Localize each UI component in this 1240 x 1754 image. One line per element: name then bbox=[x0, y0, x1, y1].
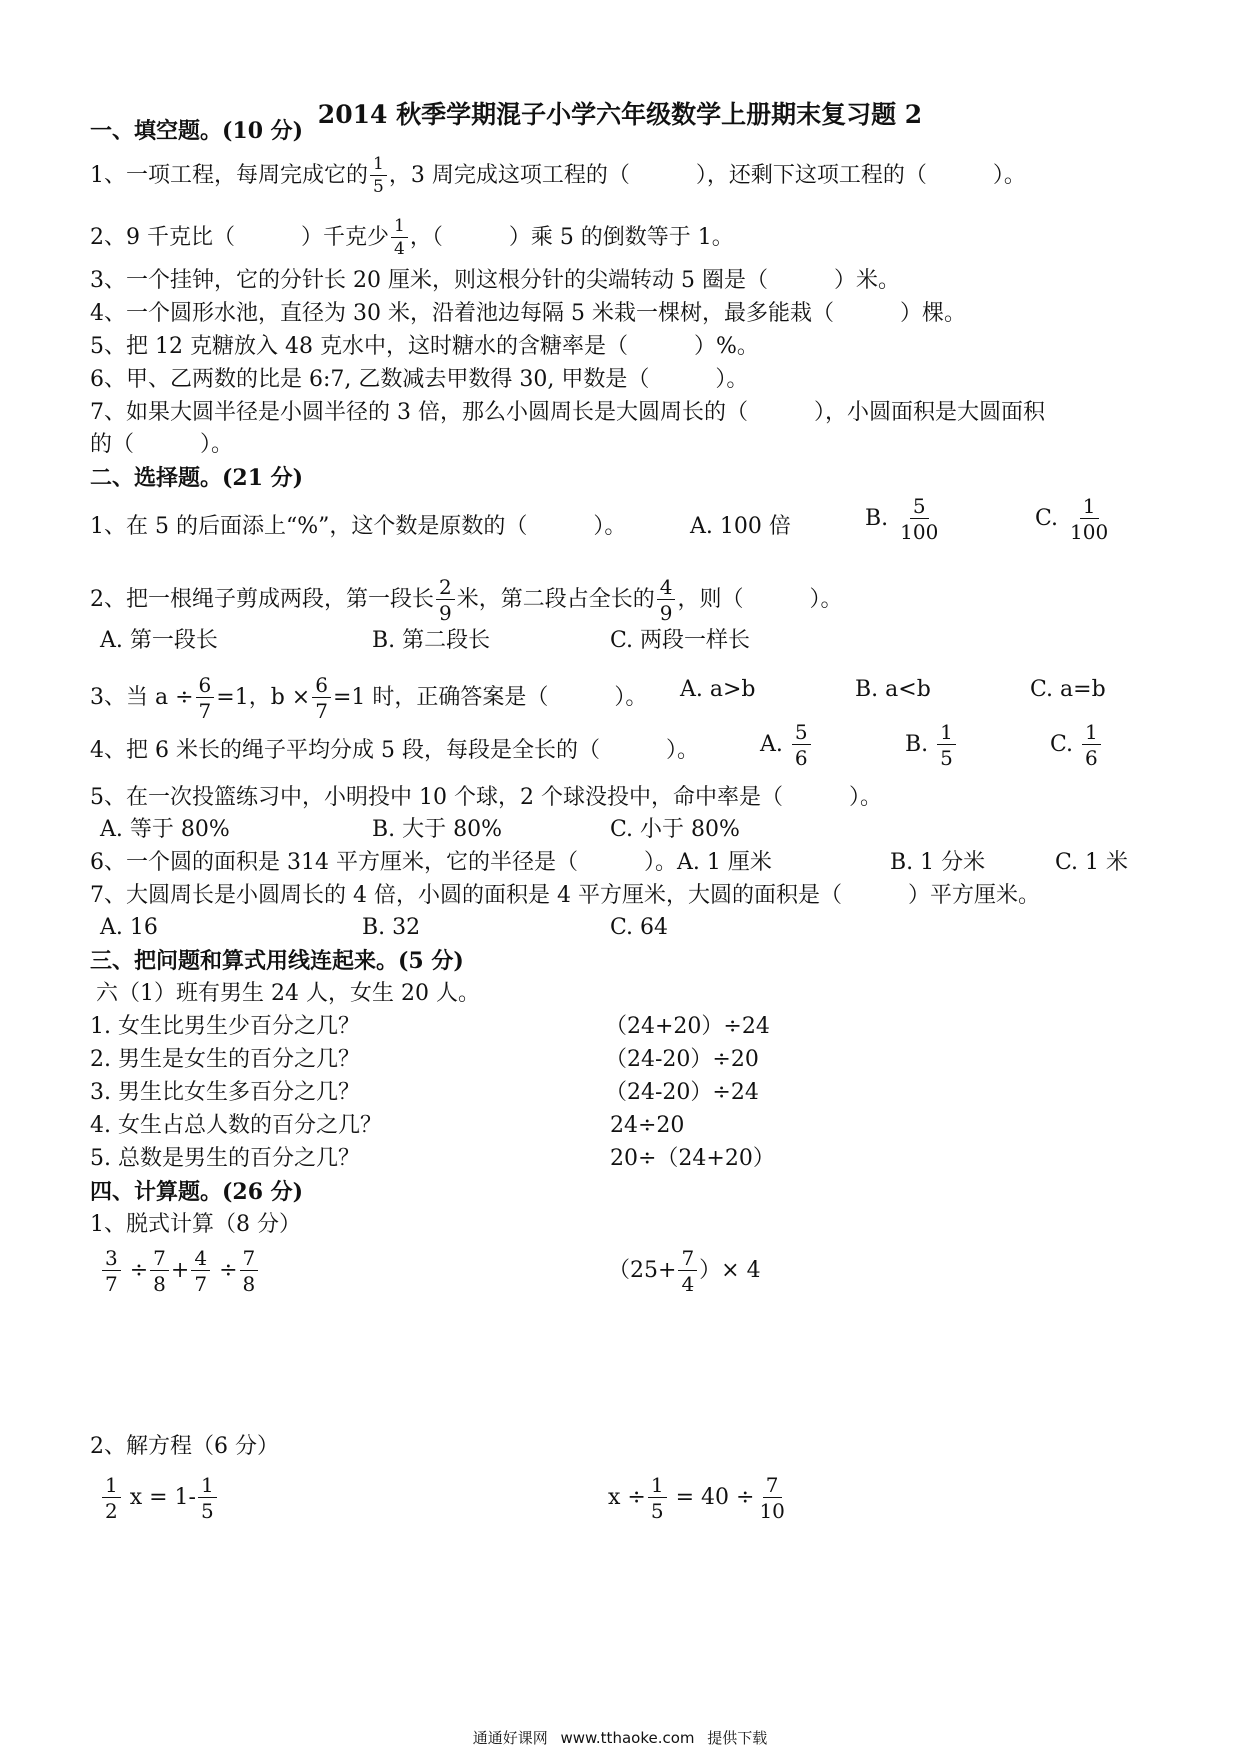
footer-note: 提供下载 bbox=[707, 1729, 768, 1747]
match-formula: （24+20）÷24 bbox=[605, 1014, 770, 1039]
page-title: 2014 秋季学期混子小学六年级数学上册期末复习题 2 bbox=[317, 100, 923, 129]
footer-site: 通通好课网 bbox=[472, 1729, 548, 1747]
fill-question-7: 7、如果大圆半径是小圆半径的 3 倍，那么小圆周长是大圆周长的（ ），小圆面积是大圆面积 bbox=[90, 400, 1045, 425]
fraction: $\frac{7}{8}$ bbox=[150, 1248, 169, 1294]
section-heading-choice: 二、选择题。(21 分) bbox=[90, 465, 304, 491]
equation-2: x ÷ $\frac{1}{5}$ = 40 ÷ $\frac{7}{10}$ bbox=[608, 1475, 790, 1521]
fraction: $\frac{1}{100}$ bbox=[1070, 494, 1109, 544]
choice-question-4: 4、把 6 米长的绳子平均分成 5 段，每段是全长的（ ）。 bbox=[90, 738, 699, 763]
match-question: 4. 女生占总人数的百分之几？ bbox=[90, 1113, 382, 1138]
match-question: 5. 总数是男生的百分之几？ bbox=[90, 1146, 360, 1171]
match-question: 3. 男生比女生多百分之几？ bbox=[90, 1080, 360, 1105]
fraction: $\frac{6}{7}$ bbox=[196, 675, 215, 721]
choice-option: B. 大于 80% bbox=[372, 817, 503, 842]
fraction: $\frac{7}{4}$ bbox=[678, 1248, 697, 1294]
match-question: 2. 男生是女生的百分之几？ bbox=[90, 1047, 360, 1072]
choice-option: B. 1 分米 bbox=[890, 850, 986, 875]
fraction: $\frac{6}{7}$ bbox=[312, 675, 331, 721]
fill-question-6: 6、甲、乙两数的比是 6:7, 乙数减去甲数得 30, 甲数是（ ）。 bbox=[90, 367, 749, 392]
section-heading-match: 三、把问题和算式用线连起来。(5 分) bbox=[90, 948, 464, 974]
choice-option: C. 64 bbox=[610, 915, 669, 940]
fraction: $\frac{1}{5}$ bbox=[937, 722, 956, 768]
choice-option: A. 第一段长 bbox=[100, 628, 218, 653]
choice-option: B. 第二段长 bbox=[372, 628, 491, 653]
fraction: $\frac{7}{8}$ bbox=[240, 1248, 259, 1294]
choice-option: B. a<b bbox=[855, 677, 931, 702]
choice-question-7: 7、大圆周长是小圆周长的 4 倍，小圆的面积是 4 平方厘米，大圆的面积是（ ）平方厘米。 bbox=[90, 883, 1040, 908]
match-formula: 20÷（24+20） bbox=[610, 1146, 775, 1171]
fraction: $\frac{4}{9}$ bbox=[657, 577, 676, 623]
calc-expression-2: （25+ $\frac{7}{4}$ ）× 4 bbox=[608, 1246, 761, 1296]
choice-option: B. $\frac{1}{5}$ bbox=[905, 722, 958, 768]
page-footer bbox=[0, 1727, 1240, 1748]
choice-question-1: 1、在 5 的后面添上“%”，这个数是原数的（ ）。 bbox=[90, 514, 627, 539]
match-question: 1. 女生比男生少百分之几？ bbox=[90, 1014, 360, 1039]
choice-option: C. a=b bbox=[1030, 677, 1106, 702]
choice-option: C. $\frac{1}{6}$ bbox=[1050, 722, 1103, 768]
fill-question-3: 3、一个挂钟，它的分针长 20 厘米，则这根分针的尖端转动 5 圈是（ ）米。 bbox=[90, 268, 900, 293]
fill-question-7-cont: 的（ ）。 bbox=[90, 432, 234, 457]
section-heading-fill: 一、填空题。(10 分) bbox=[90, 118, 304, 144]
choice-question-5: 5、在一次投篮练习中，小明投中 10 个球，2 个球没投中，命中率是（ ）。 bbox=[90, 785, 882, 810]
choice-option: B. $\frac{5}{100}$ bbox=[865, 496, 943, 542]
choice-question-6: 6、一个圆的面积是 314 平方厘米，它的半径是（ ）。A. 1 厘米 bbox=[90, 850, 772, 875]
choice-option: A. 16 bbox=[100, 915, 158, 940]
fraction: $\frac{1}{6}$ bbox=[1082, 722, 1101, 768]
fraction: $\frac{4}{7}$ bbox=[191, 1248, 210, 1294]
choice-option: A. 100 倍 bbox=[690, 514, 791, 539]
match-intro: 六（1）班有男生 24 人，女生 20 人。 bbox=[96, 981, 480, 1006]
fraction: $\frac{5}{6}$ bbox=[792, 722, 811, 768]
fill-question-4: 4、一个圆形水池，直径为 30 米，沿着池边每隔 5 米栽一棵树，最多能栽（ ）棵。 bbox=[90, 301, 966, 326]
fraction: $\frac{5}{100}$ bbox=[900, 494, 939, 544]
fraction: $\frac{1}{5}$ bbox=[370, 156, 387, 196]
match-formula: （24-20）÷20 bbox=[605, 1047, 759, 1072]
fraction: $\frac{7}{10}$ bbox=[759, 1473, 785, 1523]
fraction: $\frac{1}{5}$ bbox=[198, 1475, 217, 1521]
match-formula: （24-20）÷24 bbox=[605, 1080, 759, 1105]
choice-question-2: 2、把一根绳子剪成两段，第一段长 $\frac{2}{9}$ 米，第二段占全长的 $\frac{4}{9}$ ，则（ ）。 bbox=[90, 575, 843, 625]
footer-url[interactable]: www.tthaoke.com bbox=[560, 1729, 695, 1747]
choice-question-3: 3、当 a ÷ $\frac{6}{7}$ =1，b × $\frac{6}{7}$ =1 时，正确答案是（ ）。 bbox=[90, 673, 648, 723]
choice-option: A. 等于 80% bbox=[100, 817, 230, 842]
fraction: $\frac{2}{9}$ bbox=[436, 577, 455, 623]
choice-option: C. 1 米 bbox=[1055, 850, 1129, 875]
fill-question-1: 1、一项工程，每周完成它的 $\frac{1}{5}$ ，3 周完成这项工程的（ ），还剩下这项工程的（ ）。 bbox=[90, 154, 1026, 197]
calc-part-1: 1、脱式计算（8 分） bbox=[90, 1212, 301, 1237]
choice-option: C. $\frac{1}{100}$ bbox=[1035, 496, 1113, 542]
equation-1: $\frac{1}{2}$ x = 1- $\frac{1}{5}$ bbox=[100, 1475, 219, 1521]
calc-expression-1: $\frac{3}{7}$ ÷ $\frac{7}{8}$ + $\frac{4}{7}$ ÷ $\frac{7}{8}$ bbox=[100, 1248, 260, 1294]
fill-question-5: 5、把 12 克糖放入 48 克水中，这时糖水的含糖率是（ ）%。 bbox=[90, 334, 759, 359]
fraction: $\frac{3}{7}$ bbox=[102, 1248, 121, 1294]
fraction: $\frac{1}{2}$ bbox=[102, 1475, 121, 1521]
fill-question-2: 2、9 千克比（ ）千克少 $\frac{1}{4}$ ，（ ）乘 5 的倒数等于 1。 bbox=[90, 216, 734, 259]
choice-option: A. a>b bbox=[680, 677, 756, 702]
choice-option: B. 32 bbox=[362, 915, 421, 940]
section-heading-calc: 四、计算题。(26 分) bbox=[90, 1179, 304, 1205]
choice-option: A. $\frac{5}{6}$ bbox=[760, 722, 813, 768]
fraction: $\frac{1}{4}$ bbox=[391, 218, 408, 258]
choice-option: C. 两段一样长 bbox=[610, 628, 751, 653]
match-formula: 24÷20 bbox=[610, 1113, 685, 1138]
calc-part-2: 2、解方程（6 分） bbox=[90, 1434, 279, 1459]
fraction: $\frac{1}{5}$ bbox=[648, 1475, 667, 1521]
choice-option: C. 小于 80% bbox=[610, 817, 740, 842]
